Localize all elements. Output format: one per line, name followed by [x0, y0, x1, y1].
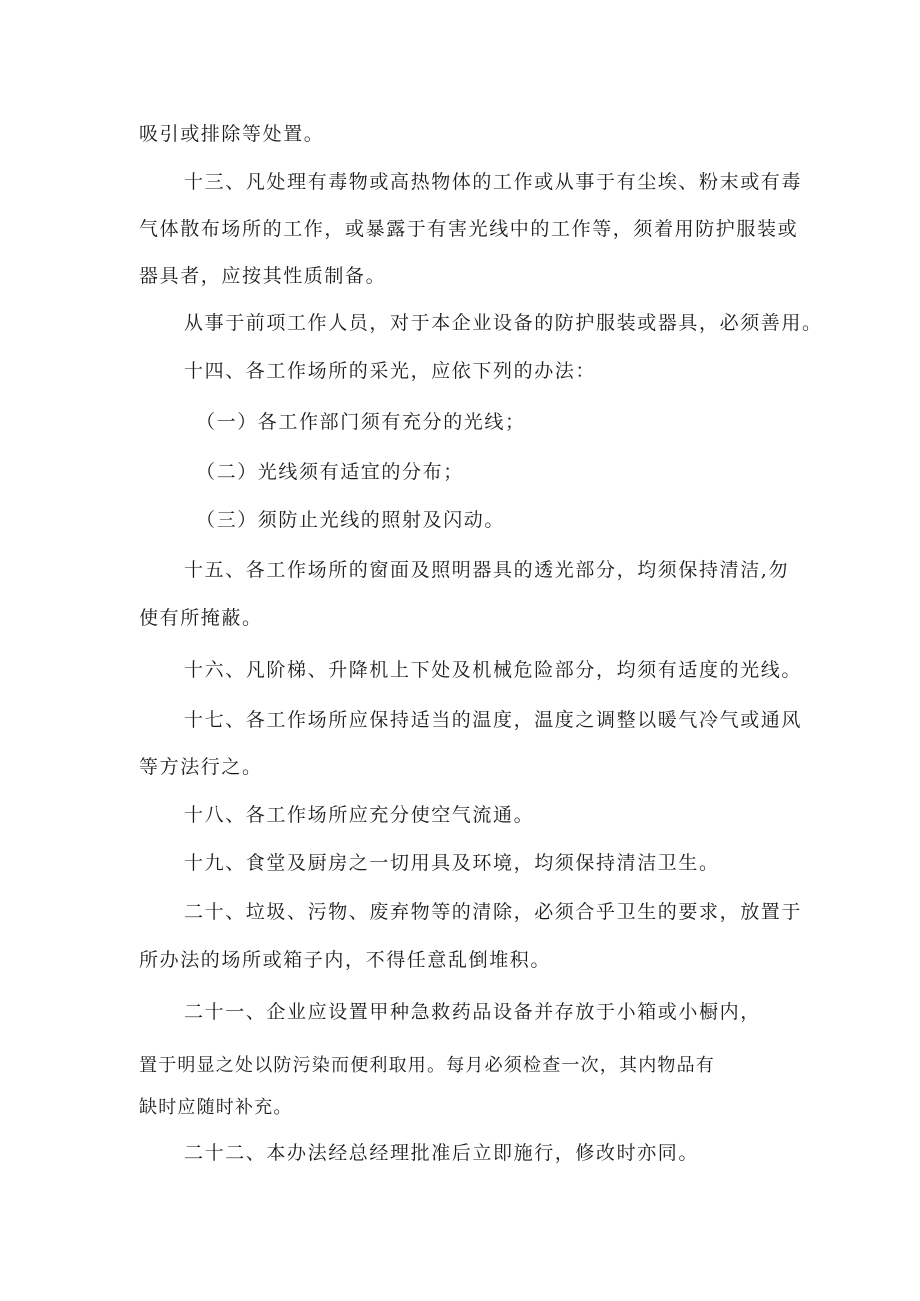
text-line: 十六、凡阶梯、升降机上下处及机械危险部分，均须有适度的光线。 [184, 659, 803, 681]
text-line: 等方法行之。 [139, 756, 263, 778]
text-line: 十三、凡处理有毒物或高热物体的工作或从事于有尘埃、粉末或有毒 [184, 171, 803, 193]
text-line: 十八、各工作场所应充分使空气流通。 [184, 804, 535, 826]
text-line: 气体散布场所的工作，或暴露于有害光线中的工作等，须着用防护服装或 [139, 218, 799, 240]
text-line: 所办法的场所或箱子内，不得任意乱倒堆积。 [139, 949, 552, 971]
text-line: 从事于前项工作人员，对于本企业设备的防护服装或器具，必须善用。 [184, 312, 823, 334]
text-line: 使有所掩蔽。 [139, 607, 263, 629]
text-line: 十四、各工作场所的采光，应依下列的办法： [184, 360, 597, 382]
text-line: 十九、食堂及厨房之一切用具及环境，均须保持清洁卫生。 [184, 852, 720, 874]
list-item: （二）光线须有适宜的分布； [196, 461, 464, 483]
text-line: 十七、各工作场所应保持适当的温度，温度之调整以暖气冷气或通风 [184, 709, 803, 731]
text-line: 二十二、本办法经总经理批准后立即施行，修改时亦同。 [184, 1142, 700, 1164]
text-line: 二十、垃圾、污物、废弃物等的清除，必须合乎卫生的要求，放置于 [184, 901, 803, 923]
text-line: 二十一、企业应设置甲种急救药品设备并存放于小箱或小橱内， [184, 1001, 761, 1023]
text-line: 器具者，应按其性质制备。 [139, 265, 387, 287]
text-line: 置于明显之处以防污染而便利取用。每月必须检查一次，其内物品有 [139, 1055, 715, 1076]
list-item: （三）须防止光线的照射及闪动。 [196, 509, 506, 531]
text-line: 十五、各工作场所的窗面及照明器具的透光部分，均须保持清洁,勿 [184, 559, 790, 581]
text-line: 吸引或排除等处置。 [139, 123, 325, 145]
text-line: 缺时应随时补充。 [139, 1097, 293, 1118]
list-item: （一）各工作部门须有充分的光线； [196, 411, 526, 433]
